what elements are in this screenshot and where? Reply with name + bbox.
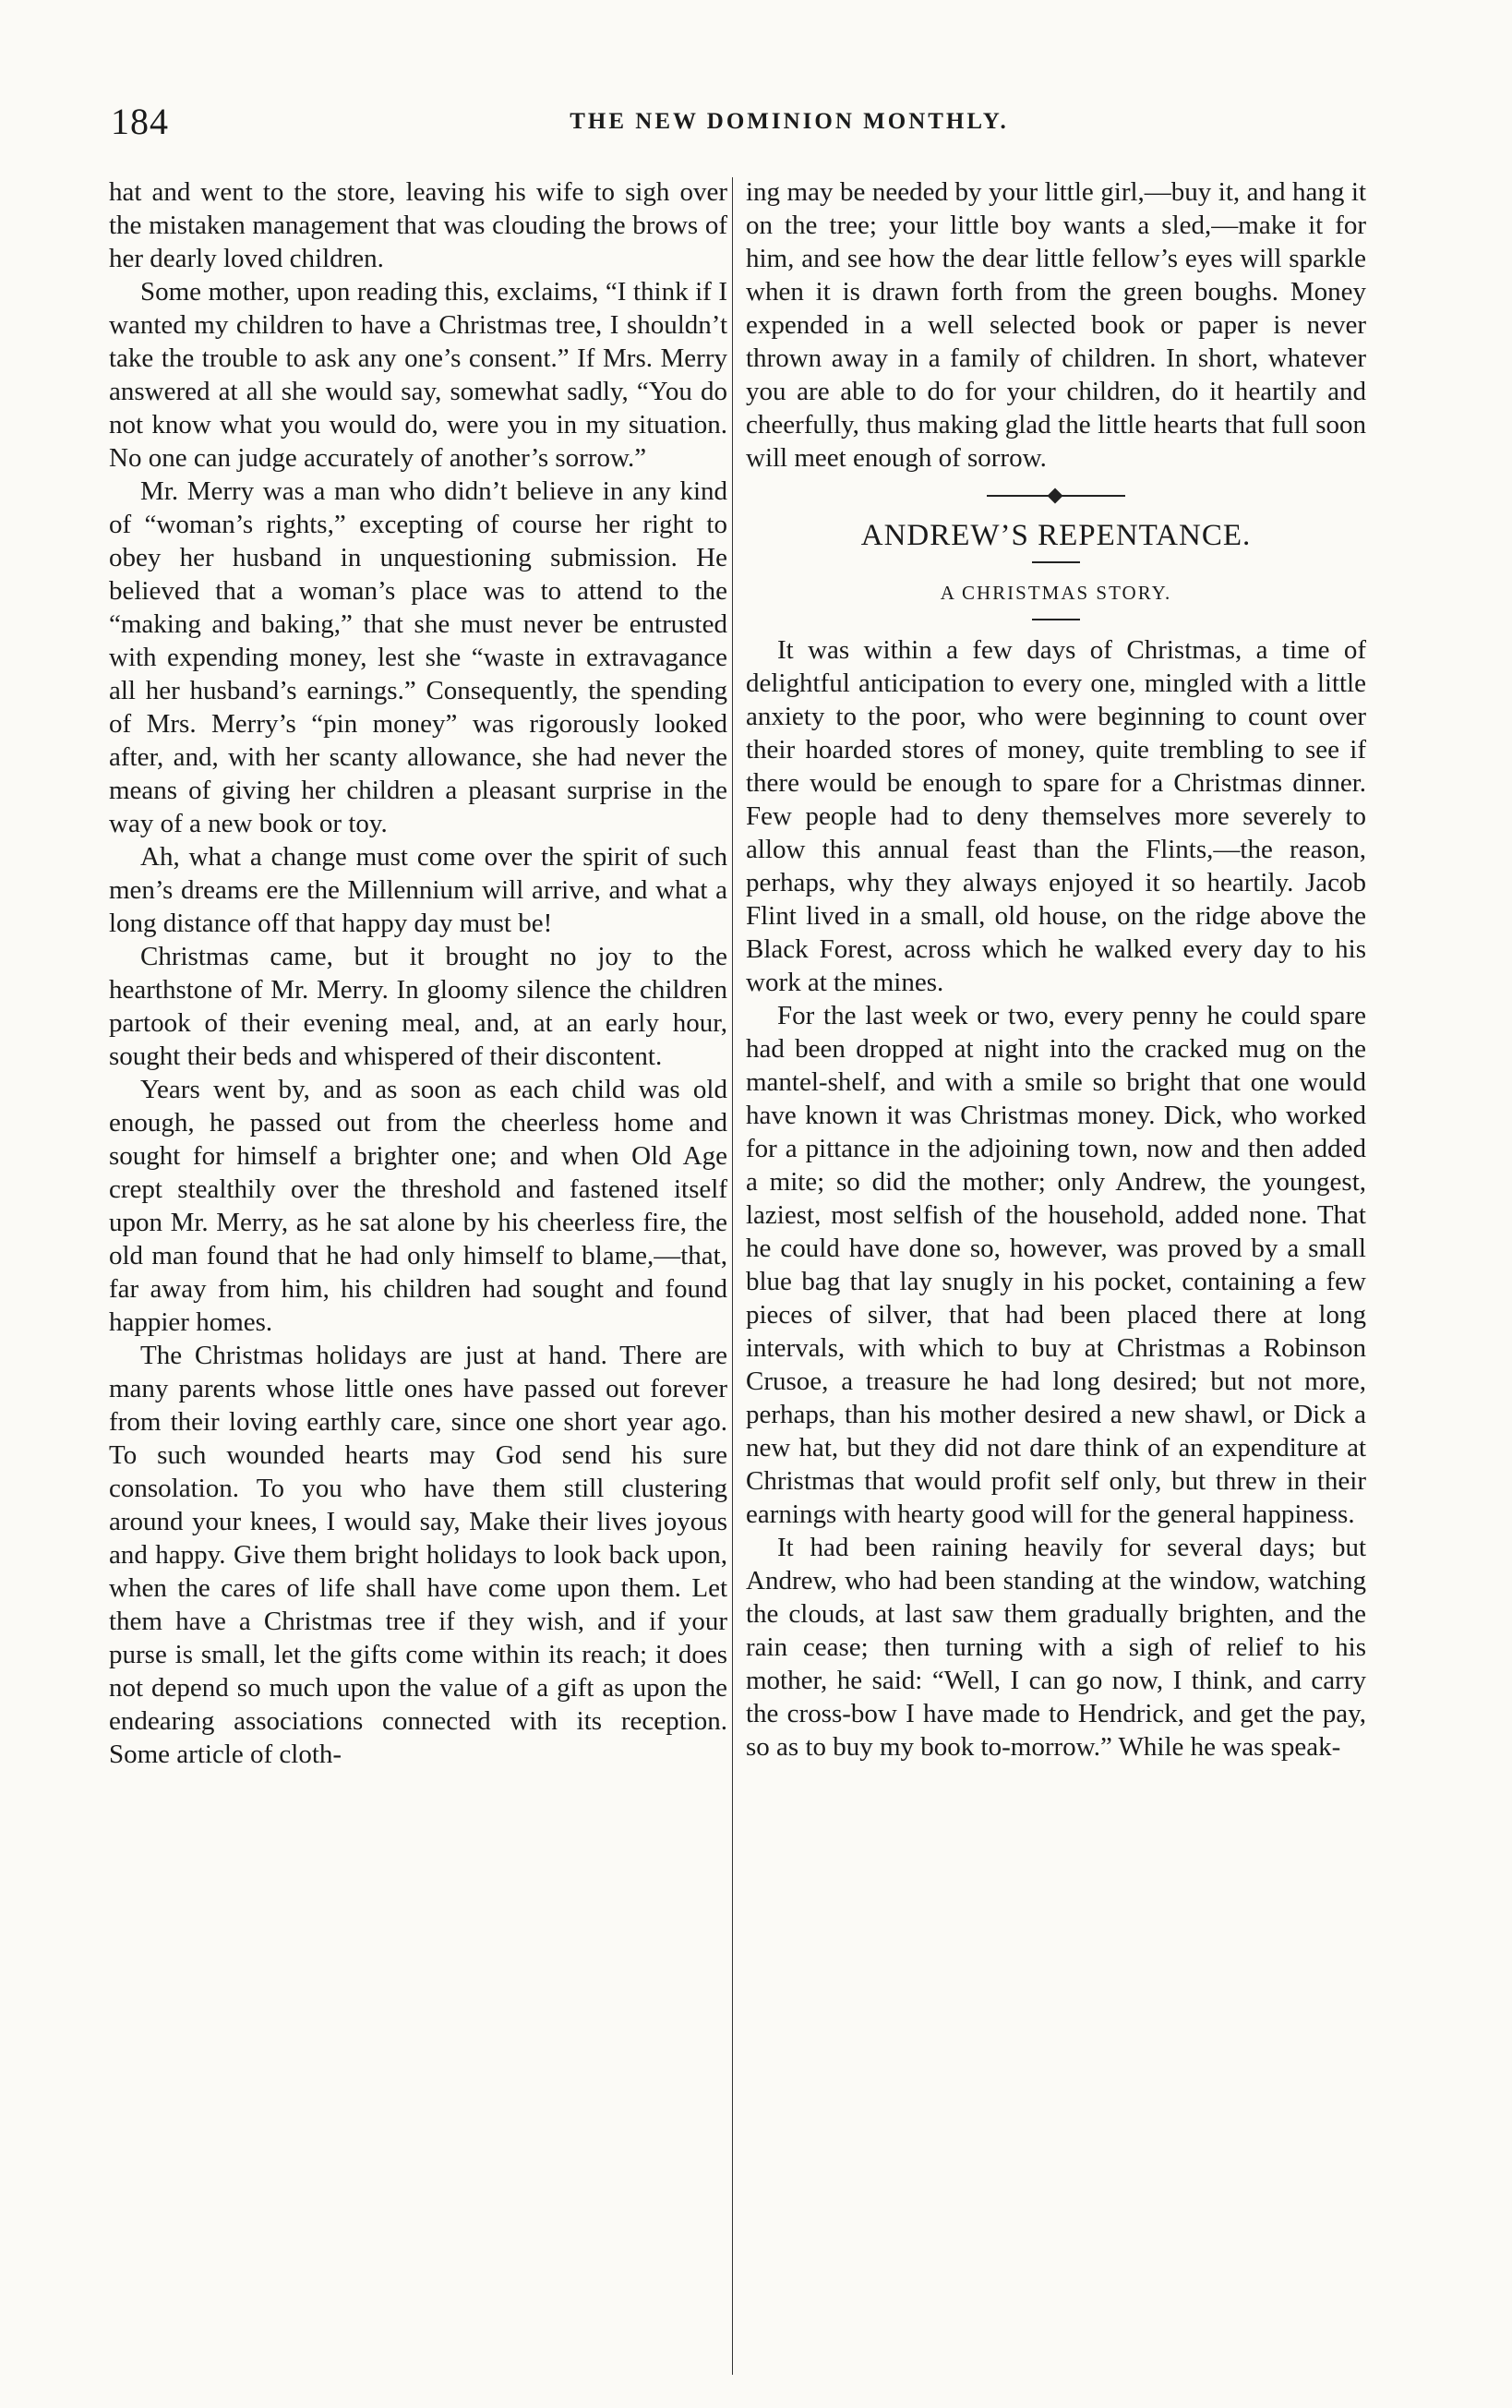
column-divider (732, 177, 733, 2375)
page-header (111, 100, 1366, 144)
paragraph: hat and went to the store, leaving his wife to sigh over the mistaken management that was clouding the brows of her dearly loved children. (109, 177, 727, 273)
section-ornament (987, 495, 1125, 497)
page-number: 184 (111, 101, 169, 142)
left-column (109, 175, 727, 2373)
subtitle-rule (1032, 619, 1080, 620)
paragraph: It was within a few days of Christmas, a time of delightful anticipation to every one, mingled with a little anxiety to the poor, who were beginning to count over their hoarded stores of money, quite trembling to see if there would be enough to spare for a Christmas dinner. Few people had to deny themselves more severely to allow this annual feast than the Flints,—the reason, perhaps, why they always enjoyed it so heartily. Jacob Flint lived in a small, old house, on the ridge above the Black Forest, across which he walked every day to his work at the mines. (746, 635, 1366, 997)
paragraph: Some mother, upon reading this, exclaims, “I think if I wanted my children to have a Christmas tree, I shouldn’t take the trouble to ask any one’s consent.” If Mrs. Merry answered at all she would say, somewhat sadly, “You do not know what you would do, were you in my situation. No one can judge accurately of another’s sorrow.” (109, 277, 727, 473)
paragraph: For the last week or two, every penny he could spare had been dropped at night into the cracked mug on the mantel-shelf, and with a smile so bright that one would have known it was Christmas money. Dick, who worked for a pittance in the adjoining town, now and then added a mite; so did the mother; only Andrew, the youngest, laziest, most selfish of the household, added none. That he could have done so, however, was proved by a small blue bag that lay snugly in his pocket, containing a few pieces of silver, that had been placed there at long intervals, with which to buy at Christmas a Robinson Crusoe, a treasure he had long desired; but not more, perhaps, than his mother desired a new shawl, or Dick a new hat, but they did not dare think of an expenditure at Christmas that would profit self only, but threw in their earnings with hearty good will for the general happiness. (746, 1001, 1366, 1529)
running-title: THE NEW DOMINION MONTHLY. (570, 109, 1009, 134)
paragraph: The Christmas holidays are just at hand. There are many parents whose little ones have passed out forever from their loving earthly care, since one short year ago. To such wounded hearts may God send his sure consolation. To you who have them still clustering around your knees, I would say, Make their lives joyous and happy. Give them bright holidays to look back upon, when the cares of life shall have come upon them. Let them have a Christmas tree if they wish, and if your purse is small, let the gifts come within its reach; it does not depend so much upon the value of a gift as upon the endearing associations connected with its reception. Some article of cloth- (109, 1341, 727, 1769)
paragraph: Christmas came, but it brought no joy to the hearthstone of Mr. Merry. In gloomy silence the children partook of their evening meal, and, at an early hour, sought their beds and whispered of their discontent. (109, 942, 727, 1071)
paragraph: It had been raining heavily for several days; but Andrew, who had been standing at the window, watching the clouds, at last saw them gradually brighten, and the rain cease; then turning with a sigh of relief to his mother, he said: “Well, I can go now, I think, and carry the cross-bow I have made to Hendrick, and get the pay, so as to buy my book to-morrow.” While he was speak- (746, 1533, 1366, 1762)
paragraph: ing may be needed by your little girl,—buy it, and hang it on the tree; your little boy wants a sled,—make it for him, and see how the dear little fellow’s eyes will sparkle when it is drawn forth from the green boughs. Money expended in a well selected book or paper is never thrown away in a family of children. In short, whatever you are able to do for your children, do it heartily and cheerfully, thus making glad the little hearts that full soon will meet enough of sorrow. (746, 177, 1366, 473)
paragraph: Mr. Merry was a man who didn’t believe in any kind of “woman’s rights,” excepting of course her right to obey her husband in unquestioning submission. He believed that a woman’s place was to attend to the “making and baking,” that she must never be entrusted with expending money, lest she “waste in extravagance all her husband’s earnings.” Consequently, the spending of Mrs. Merry’s “pin money” was rigorously looked after, and, with her scanty allowance, she had never the means of giving her children a pleasant surprise in the way of a new book or toy. (109, 476, 727, 838)
paragraph: Years went by, and as soon as each child was old enough, he passed out from the cheerless home and sought for himself a brighter one; and when Old Age crept stealthily over the threshold and fastened itself upon Mr. Merry, as he sat alone by his cheerless fire, the old man found that he had only himself to blame,—that, far away from him, his children had sought and found happier homes. (109, 1075, 727, 1337)
title-rule (1032, 561, 1080, 563)
story-subtitle: A CHRISTMAS STORY. (940, 582, 1172, 604)
story-title: ANDREW’S REPENTANCE. (860, 519, 1252, 552)
right-column (746, 175, 1366, 2373)
paragraph: Ah, what a change must come over the spirit of such men’s dreams ere the Millennium will arrive, and what a long distance off that happy day must be! (109, 842, 727, 938)
